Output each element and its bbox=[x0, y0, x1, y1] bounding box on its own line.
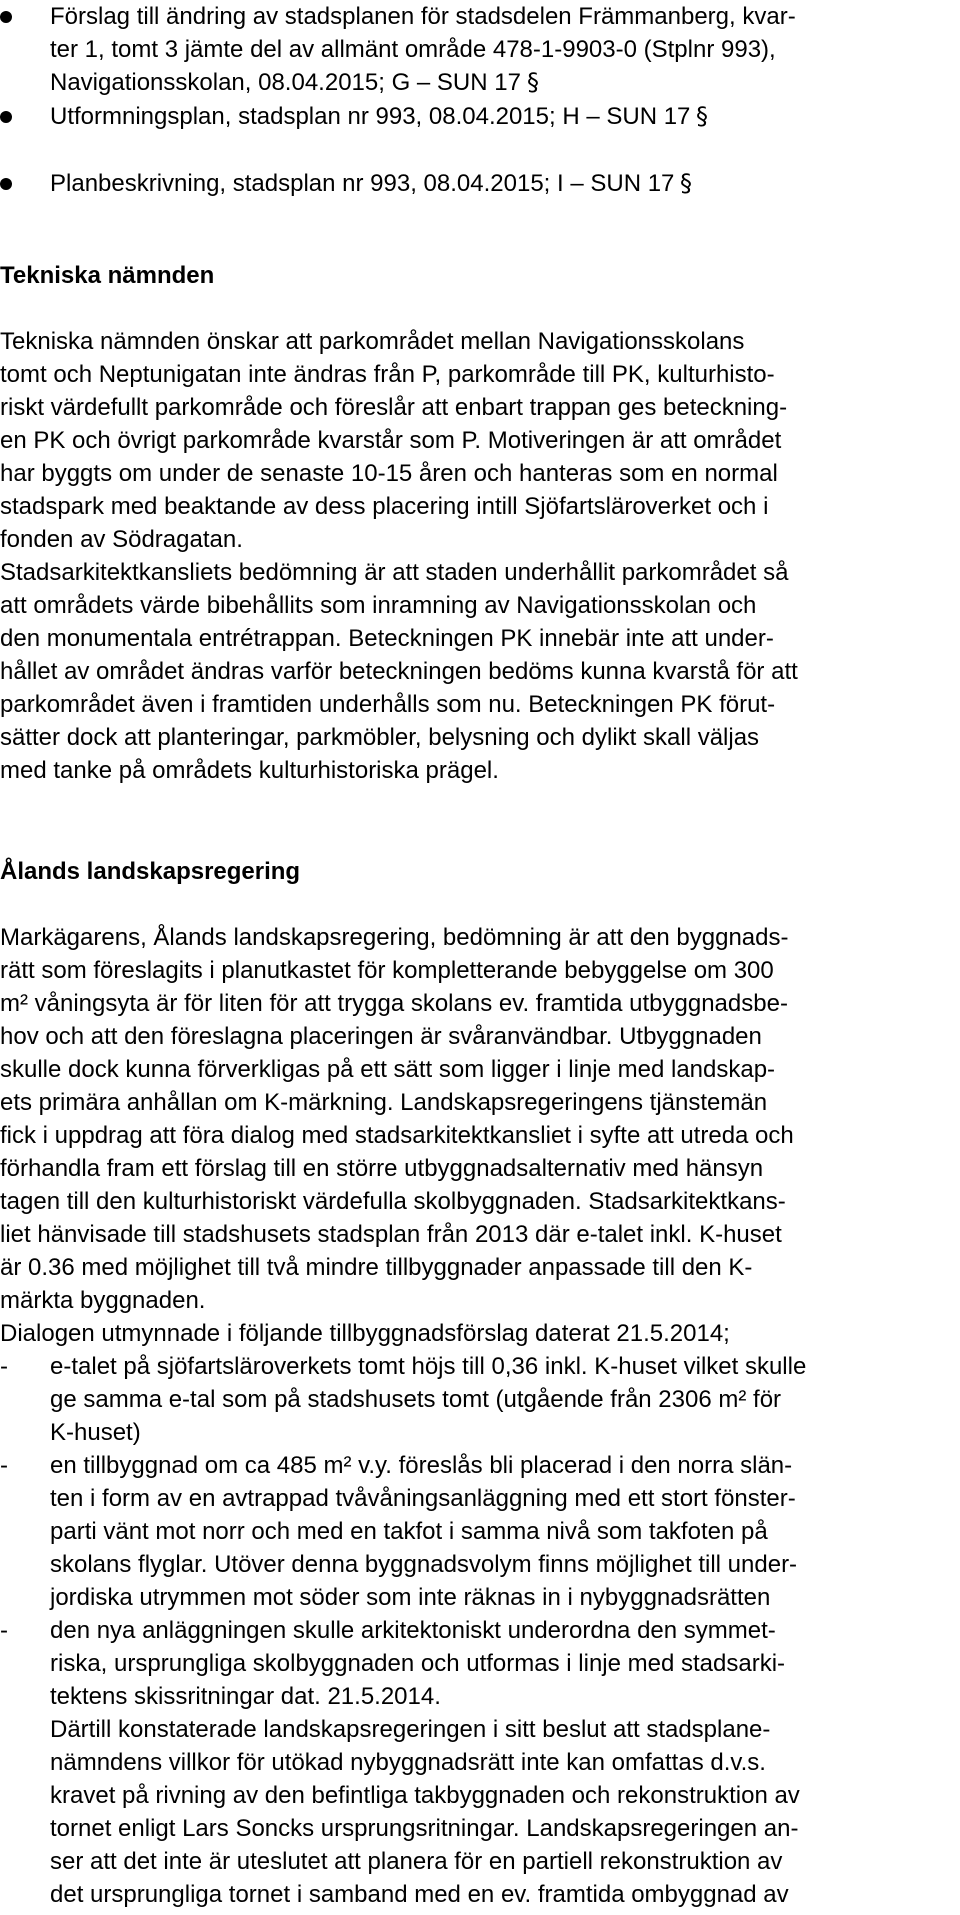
proposal-line: riska, ursprungliga skolbyggnaden och utformas i linje med stadsarki- bbox=[50, 1650, 786, 1677]
proposal-line: nämndens villkor för utökad nybyggnadsrätt inte kan omfattas d.v.s. bbox=[50, 1749, 766, 1776]
paragraph-line: sätter dock att planteringar, parkmöbler, belysning och dylikt skall väljas bbox=[0, 724, 760, 751]
svg-text:§: § bbox=[526, 68, 539, 96]
proposal-line: tornet enligt Lars Soncks ursprungsritningar. Landskapsregeringen an- bbox=[50, 1815, 799, 1842]
proposal-line: kravet på rivning av den befintliga takbyggnaden och rekonstruktion av bbox=[50, 1782, 800, 1809]
paragraph-line: m² våningsyta är för liten för att trygga skolans ev. framtida utbyggnadsbe- bbox=[0, 990, 788, 1017]
dash-marker: - bbox=[0, 1617, 8, 1644]
proposal-line: skolans flyglar. Utöver denna byggnadsvolym finns möjlighet till under- bbox=[50, 1551, 798, 1578]
attachment-line: Planbeskrivning, stadsplan nr 993, 08.04.2015; I – SUN 17 bbox=[50, 170, 675, 197]
bullet-icon bbox=[0, 111, 12, 123]
paragraph-line: förhandla fram ett förslag till en större utbyggnadsalternativ med hänsyn bbox=[0, 1155, 764, 1182]
svg-text:§: § bbox=[696, 102, 709, 130]
paragraph-line: tomt och Neptunigatan inte ändras från P, parkområde till PK, kulturhisto- bbox=[0, 361, 775, 388]
dash-marker: - bbox=[0, 1452, 8, 1479]
attachment-line: Utformningsplan, stadsplan nr 993, 08.04.2015; H – SUN 17 bbox=[50, 103, 691, 130]
proposal-line: ten i form av en avtrappad tvåvåningsanläggning med ett stort fönster- bbox=[50, 1485, 796, 1512]
proposal-line: Därtill konstaterade landskapsregeringen i sitt beslut att stadsplane- bbox=[50, 1716, 771, 1743]
paragraph-line: en PK och övrigt parkområde kvarstår som P. Motiveringen är att området bbox=[0, 427, 782, 454]
dash-marker: - bbox=[0, 1353, 8, 1380]
proposal-line: det ursprungliga tornet i samband med en ev. framtida ombyggnad av bbox=[50, 1881, 789, 1908]
svg-text:§: § bbox=[680, 169, 693, 197]
paragraph-line: hov och att den föreslagna placeringen är svåranvändbar. Utbyggnaden bbox=[0, 1023, 762, 1050]
paragraph-line: riskt värdefullt parkområde och föreslår att enbart trappan ges beteckning- bbox=[0, 394, 788, 421]
paragraph-line: rätt som föreslagits i planutkastet för kompletterande bebyggelse om 300 bbox=[0, 957, 774, 984]
attachment-line: ter 1, tomt 3 jämte del av allmänt område 478-1-9903-0 (Stplnr 993), bbox=[50, 36, 776, 63]
proposal-line: K-huset) bbox=[50, 1419, 141, 1446]
paragraph-line: Tekniska nämnden önskar att parkområdet mellan Navigationsskolans bbox=[0, 328, 745, 355]
proposal-line: e-talet på sjöfartsläroverkets tomt höjs till 0,36 inkl. K-huset vilket skulle bbox=[50, 1353, 807, 1380]
section-sign-icon bbox=[525, 66, 545, 96]
paragraph-line: märkta byggnaden. bbox=[0, 1287, 206, 1314]
paragraph-line: liet hänvisade till stadshusets stadsplan från 2013 där e-talet inkl. K-huset bbox=[0, 1221, 782, 1248]
paragraph-line: Markägarens, Ålands landskapsregering, bedömning är att den byggnads- bbox=[0, 924, 789, 951]
paragraph-line: den monumentala entrétrappan. Beteckningen PK innebär inte att under- bbox=[0, 625, 774, 652]
section-body-landskapsregering bbox=[0, 921, 930, 1350]
section-heading-landskapsregering: Ålands landskapsregering bbox=[0, 858, 301, 885]
bullet-icon bbox=[0, 178, 12, 190]
proposal-line: jordiska utrymmen mot söder som inte räknas in i nybyggnadsrätten bbox=[50, 1584, 771, 1611]
paragraph-line: skulle dock kunna förverkligas på ett sätt som ligger i linje med landskap- bbox=[0, 1056, 776, 1083]
paragraph-line: fick i uppdrag att föra dialog med stadsarkitektkansliet i syfte att utreda och bbox=[0, 1122, 794, 1149]
proposal-line: tektens skissritningar dat. 21.5.2014. bbox=[50, 1683, 441, 1710]
attachment-line: Navigationsskolan, 08.04.2015; G – SUN 17 bbox=[50, 69, 521, 96]
paragraph-line: Stadsarkitektkansliets bedömning är att staden underhållit parkområdet så bbox=[0, 559, 789, 586]
paragraph-line: hållet av området ändras varför beteckningen bedöms kunna kvarstå för att bbox=[0, 658, 798, 685]
bullet-icon bbox=[0, 11, 12, 23]
section-sign-icon bbox=[678, 167, 698, 197]
section-body-tekniska bbox=[0, 325, 930, 787]
paragraph-line: fonden av Södragatan. bbox=[0, 526, 243, 553]
paragraph-line: tagen till den kulturhistoriskt värdefulla skolbyggnaden. Stadsarkitektkans- bbox=[0, 1188, 786, 1215]
paragraph-line: Dialogen utmynnade i följande tillbyggnadsförslag daterat 21.5.2014; bbox=[0, 1320, 730, 1347]
attachment-line: Förslag till ändring av stadsplanen för stadsdelen Främmanberg, kvar- bbox=[50, 3, 796, 30]
paragraph-line: har byggts om under de senaste 10-15 åren och hanteras som en normal bbox=[0, 460, 778, 487]
section-sign-icon bbox=[694, 100, 714, 130]
proposal-line: den nya anläggningen skulle arkitektoniskt underordna den symmet- bbox=[50, 1617, 776, 1644]
paragraph-line: med tanke på områdets kulturhistoriska prägel. bbox=[0, 757, 499, 784]
proposal-line: ge samma e-tal som på stadshusets tomt (utgående från 2306 m² för bbox=[50, 1386, 782, 1413]
paragraph-line: stadspark med beaktande av dess placering intill Sjöfartsläroverket och i bbox=[0, 493, 769, 520]
paragraph-line: är 0.36 med möjlighet till två mindre tillbyggnader anpassade till den K- bbox=[0, 1254, 753, 1281]
section-heading-tekniska: Tekniska nämnden bbox=[0, 262, 215, 289]
paragraph-line: ets primära anhållan om K-märkning. Landskapsregeringens tjänstemän bbox=[0, 1089, 768, 1116]
proposal-line: ser att det inte är uteslutet att planera för en partiell rekonstruktion av bbox=[50, 1848, 783, 1875]
paragraph-line: parkområdet även i framtiden underhålls som nu. Beteckningen PK förut- bbox=[0, 691, 776, 718]
paragraph-line: att områdets värde bibehållits som inramning av Navigationsskolan och bbox=[0, 592, 757, 619]
proposal-line: parti vänt mot norr och med en takfot i samma nivå som takfoten på bbox=[50, 1518, 768, 1545]
proposal-line: en tillbyggnad om ca 485 m² v.y. föreslås bli placerad i den norra slän- bbox=[50, 1452, 793, 1479]
